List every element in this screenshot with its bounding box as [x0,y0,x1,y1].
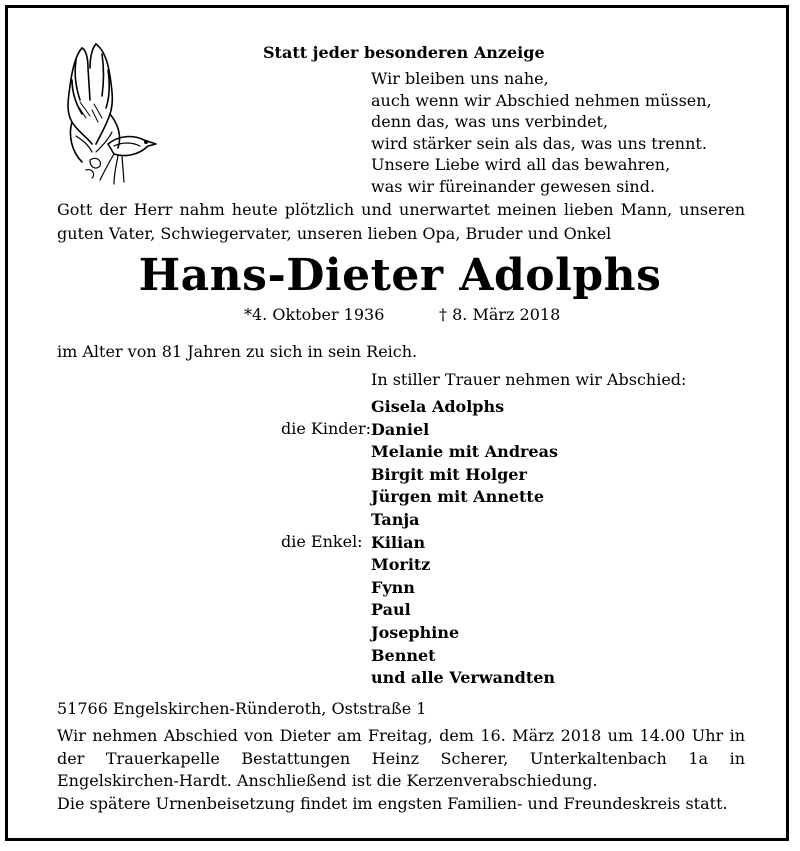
farewell-text: Wir nehmen Abschied von Dieter am Freitag, dem 16. März 2018 um 14.00 Uhr in der Trauerkapelle Bestattungen Heinz Scherer, Unterkaltenbach 1a in Engelskirchen-Hardt. Anschließend ist die Kerzenverabschiedung. [57,726,745,790]
poem [371,68,712,197]
poem-line: was wir füreinander gewesen sind. [371,176,656,196]
poem-line: auch wenn wir Abschied nehmen müssen, [371,90,712,110]
address: 51766 Engelskirchen-Ründeroth, Oststraße 1 [57,699,427,718]
family-member: Daniel [371,419,430,439]
birth-date: *4. Oktober 1936 [244,305,385,324]
family-list [371,396,558,690]
family-member: Birgit mit Holger [371,464,527,484]
family-member: Gisela Adolphs [371,397,505,416]
header-text: Statt jeder besonderen Anzeige [263,43,545,62]
family-member: und alle Verwandten [371,668,556,688]
family-member: Tanja [371,509,420,529]
poem-line: Unsere Liebe wird all das bewahren, [371,155,671,174]
intro-text: Gott der Herr nahm heute plötzlich und unerwartet meinen lieben Mann, unseren guten Vater, Schwiegervater, unseren lieben Opa, Bruder und Onkel [57,200,745,243]
poem-line: Wir bleiben uns nahe, [371,69,549,88]
children-label: die Kinder: [281,419,372,438]
family-member: Josephine [371,622,460,642]
family-member: Kilian [371,532,426,552]
family-member: Melanie mit Andreas [371,442,558,462]
family-member: Fynn [371,577,415,597]
grandchildren-label: die Enkel: [281,532,363,551]
praying-hands-icon [52,40,160,188]
poem-line: denn das, was uns verbindet, [371,112,609,131]
family-member: Moritz [371,555,431,575]
mourning-text: In stiller Trauer nehmen wir Abschied: [371,370,687,389]
farewell-block [57,725,745,815]
poem-line: wird stärker sein als das, was uns trennt. [371,133,707,153]
family-member: Jürgen mit Annette [371,487,544,507]
family-member: Paul [371,600,411,620]
death-date: † 8. März 2018 [439,305,561,324]
family-member: Bennet [371,645,436,665]
urn-text: Die spätere Urnenbeisetzung findet im engsten Familien- und Freundeskreis statt. [57,793,728,813]
age-text: im Alter von 81 Jahren zu sich in sein Reich. [57,342,418,361]
deceased-name: Hans-Dieter Adolphs [138,250,662,301]
